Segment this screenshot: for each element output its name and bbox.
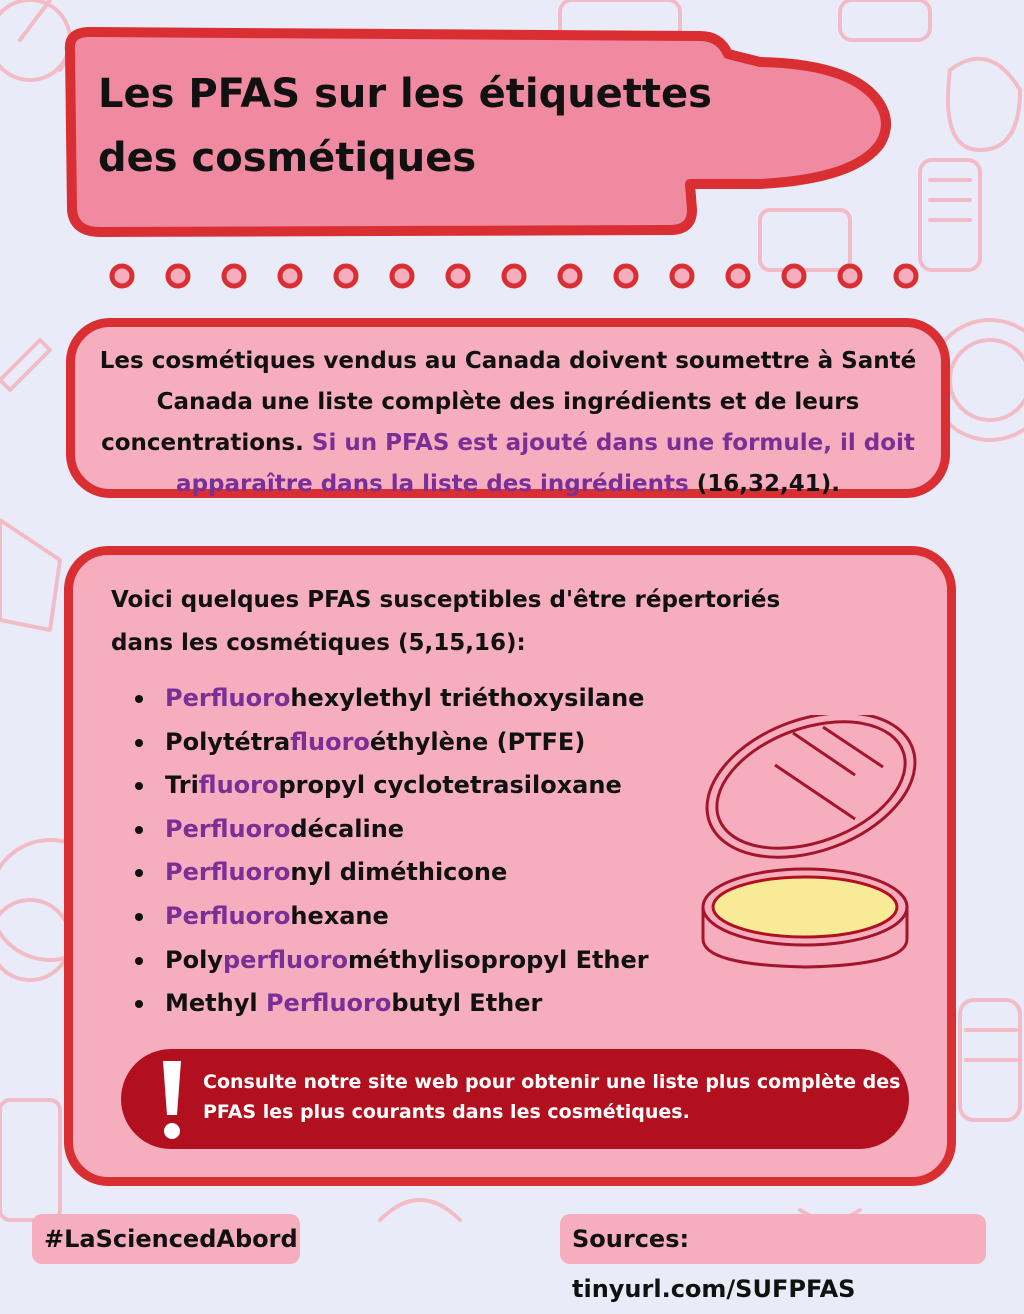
list-item: Perfluorohexane (125, 895, 685, 939)
title-line-1: Les PFAS sur les étiquettes (98, 71, 712, 117)
list-item: Perfluorohexylethyl triéthoxysilane (125, 677, 685, 721)
list-item: Perfluorodécaline (125, 808, 685, 852)
pfas-list (125, 677, 685, 1026)
info-highlight: Si un PFAS est ajouté dans une formule, il doit apparaître dans la liste des ingrédients (176, 430, 915, 497)
list-item: Trifluoropropyl cyclotetrasiloxane (125, 764, 685, 808)
exclamation-icon (155, 1057, 189, 1143)
info-text: Les cosmétiques vendus au Canada doivent soumettre à Santé Canada une liste complète des ingrédients et de leurs concentrations. (99, 348, 917, 456)
powder-compact-icon (693, 715, 923, 975)
alert-banner (121, 1049, 909, 1149)
page-title (98, 62, 738, 190)
dotted-separator (108, 260, 928, 292)
list-item: Perfluoronyl diméthicone (125, 851, 685, 895)
list-intro: Voici quelques PFAS susceptibles d'être répertoriés dans les cosmétiques (5,15,16): (111, 587, 781, 656)
title-line-2: des cosmétiques (98, 135, 477, 181)
list-item: Polyperfluorométhylisopropyl Ether (125, 939, 685, 983)
hashtag-badge: #LaSciencedAbord (32, 1214, 300, 1264)
list-item: Methyl Perfluorobutyl Ether (125, 982, 685, 1026)
pfas-list-box (64, 546, 956, 1186)
sources-link[interactable]: Sources: tinyurl.com/SUFPFAS (560, 1214, 986, 1264)
info-citation: (16,32,41). (696, 471, 840, 497)
info-box (66, 318, 950, 498)
list-item: Polytétrafluoroéthylène (PTFE) (125, 721, 685, 765)
alert-text: Consulte notre site web pour obtenir une liste plus complète des PFAS les plus courants dans les cosmétiques. (203, 1071, 901, 1123)
